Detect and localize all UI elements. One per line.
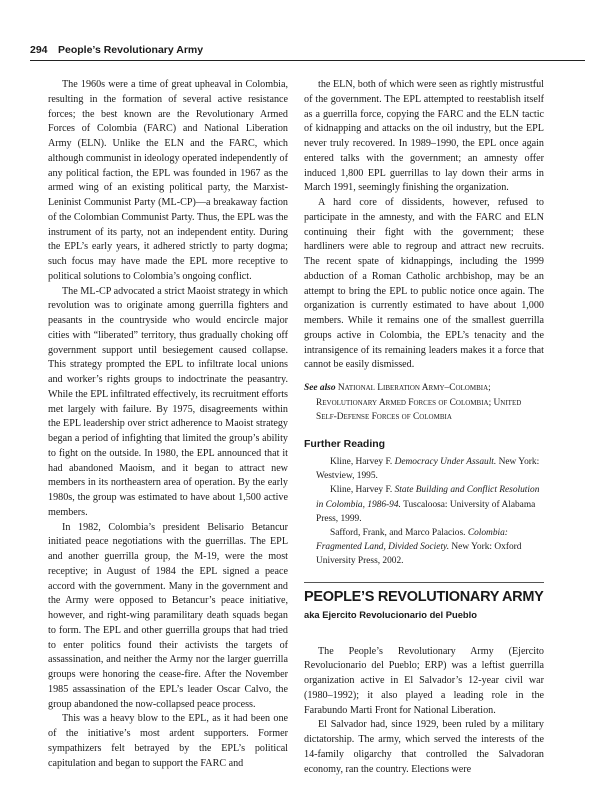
left-column bbox=[48, 78, 288, 771]
paragraph: This was a heavy blow to the EPL, as it had been one of the initiative’s most ardent supporters. Former sympathizers felt betrayed by the EPL’s political capitulation and began to support the FARC and bbox=[48, 713, 288, 769]
paragraph: El Salvador had, since 1929, been ruled by a military dictatorship. The army, which served the interests of the 14-family oligarchy that controlled the Salvadoran economy, ran the country. Elections were bbox=[304, 719, 544, 775]
see-also bbox=[304, 381, 544, 425]
paragraph: the ELN, both of which were seen as rightly mistrustful of the government. The EPL attempted to reestablish itself as a guerrilla force, copying the FARC and the ELN tactic of kidnapping and attacks on the oil industry, but the EPL never truly recovered. In 1989–1990, the EPL once again entered talks with the government; an amnesty offer induced 1,800 EPL guerrillas to lay down their arms in March 1991, seemingly finishing the organization. bbox=[304, 79, 544, 194]
entry-title: PEOPLE’S REVOLUTIONARY ARMY bbox=[304, 589, 544, 605]
paragraph: A hard core of dissidents, however, refused to participate in the amnesty, and with the FARC and ELN continuing their fight with the government; these hardliners were able to regroup and attract new recruits. The recent spate of kidnappings, including the 1999 abduction of a Roman Catholic archbishop, may be an attempt to bring the EPL to public notice once again. The organization is currently estimated to have about 1,000 members. While it remains one of the smallest guerrilla groups active in Colombia, the EPL’s tenacity and the intransigence of its remaining leaders makes it a force that cannot be easily dismissed. bbox=[304, 197, 544, 371]
entry-body bbox=[304, 645, 544, 778]
header-rule bbox=[30, 60, 585, 61]
ref-title: State Building and Conflict Resolution in Colombia, 1986-94. bbox=[316, 485, 540, 510]
ref-authors: Kline, Harvey F. bbox=[330, 457, 393, 468]
ref-title: Democracy Under Assault. bbox=[394, 457, 497, 468]
paragraph: The People’s Revolutionary Army (Ejercito Revolucionario del Pueblo; ERP) was a leftist guerrilla organization active in El Salvador’s 12-year civil war (1980–1992); it also played a leading role in the Farabundo Marti Front for National Liberation. bbox=[304, 645, 544, 716]
ref-authors: Kline, Harvey F. bbox=[330, 485, 393, 496]
paragraph: The 1960s were a time of great upheaval in Colombia, resulting in the formation of several active resistance forces; the best known are the Revolutionary Armed Forces of Colombia (FARC) and National Liberation Army (ELN). Unlike the ELN and the FARC, which although communist in ideology operated independently of any political faction, the EPL was founded in 1967 as the armed wing of an existing political party, the Marxist-Leninist Communist Party (ML-CP)—a breakaway faction of the Colombian Communist Party. Thus, the EPL was the instrument of its party, not an independent entity. During the EPL’s early years, it adhered strictly to party dogma; such focus may have made the EPL more receptive to political solutions to Colombia’s ongoing conflict. bbox=[48, 79, 288, 282]
see-also-label: See also bbox=[304, 383, 336, 393]
paragraph: In 1982, Colombia’s president Belisario Betancur initiated peace negotiations with the guerrillas. The EPL and another guerrilla group, the M-19, were the most receptive; in August of 1984 the EPL signed a peace accord with the government. Many in the government and the Army were opposed to Betancur’s peace initiative, however, and right-wing paramilitary death squads began to form. The EPL and other guerrilla groups that had tried to enter politics found their activists the targets of assassination, and neither the Army nor the larger guerrilla groups were honoring the cease-fire. After the November 1985 assassination of the EPL’s leader Oscar Calvo, the group abandoned the now-collapsed peace process. bbox=[48, 521, 288, 710]
ref-authors: Safford, Frank, and Marco Palacios. bbox=[330, 527, 466, 538]
entry-aka: aka Ejercito Revolucionario del Pueblo bbox=[304, 608, 477, 620]
further-reading-heading: Further Reading bbox=[304, 437, 386, 450]
running-head-title: People’s Revolutionary Army bbox=[58, 44, 204, 56]
paragraph: The ML-CP advocated a strict Maoist strategy in which revolution was to originate among guerrilla fighters and peasants in the countryside who would encircle major cities with “liberated” territory, thus gradually choking off government support until besiegement caused collapse. This strategy prompted the EPL to infiltrate local unions and worker’s rights groups to indoctrinate the peasantry. While the EPL infiltrated effectively, its recruitment efforts met largely with failure. By 1975, disagreements within the EPL leadership over strict adherence to Maoist strategy began a period of infighting that limited the group’s ability to fight on the outside. In 1980, the EPL announced that it had abandoned Maoism, and it began to attract new members in its northeastern area of operation. By the early 1980s, the group was estimated to have about 1,500 active members. bbox=[48, 285, 288, 518]
ref-publisher: New York: Oxford University Press, 2002. bbox=[316, 541, 522, 566]
reference-item bbox=[304, 455, 544, 483]
ref-publisher: Tuscaloosa: University of Alabama Press, 1999. bbox=[316, 499, 536, 524]
right-column bbox=[304, 78, 544, 777]
reference-item bbox=[304, 483, 544, 525]
entry-divider bbox=[304, 582, 544, 583]
ref-publisher: New York: Westview, 1995. bbox=[316, 457, 540, 482]
reference-item bbox=[304, 526, 544, 568]
ref-title: Colombia: Fragmented Land, Divided Society. bbox=[316, 527, 508, 552]
see-also-links: National Liberation Army–Colombia; Revolutionary Armed Forces of Colombia; United Self-Defense Forces of Colombia bbox=[316, 383, 522, 422]
page-number: 294 bbox=[30, 44, 48, 56]
